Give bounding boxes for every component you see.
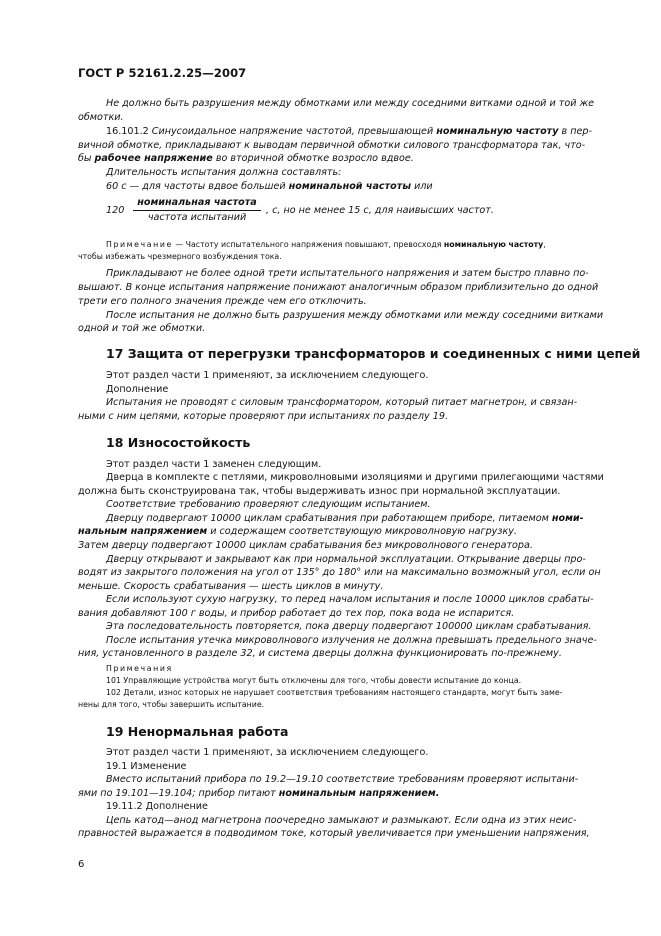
defined-term: нальным напряжением bbox=[78, 526, 208, 537]
formula-numerator: номинальная частота bbox=[137, 197, 257, 208]
defined-term: номинальным напряжением. bbox=[278, 788, 440, 799]
text-run: во вторичной обмотке возросло вдвое. bbox=[212, 153, 414, 164]
text-line: Этот раздел части 1 применяют, за исключением следующего. bbox=[106, 370, 429, 381]
text-line: После испытания не должно быть разрушения между обмотками или между соседними витками bbox=[106, 310, 604, 321]
text-run: в пер- bbox=[558, 126, 592, 137]
text-line: Длительность испытания должна составлять: bbox=[106, 167, 342, 178]
text-line: трети его полного значения прежде чем его отключить. bbox=[78, 296, 367, 307]
document-header: ГОСТ Р 52161.2.25—2007 bbox=[78, 66, 247, 80]
text-line: Этот раздел части 1 заменен следующим. bbox=[106, 459, 322, 470]
text-line: Прикладывают не более одной трети испытательного напряжения и затем быстро плавно по- bbox=[106, 268, 589, 279]
section-heading: 18 Износостойкость bbox=[106, 435, 251, 450]
text-line bbox=[78, 526, 517, 538]
formula-denominator: частота испытаний bbox=[147, 212, 247, 223]
formula-tail: , с, но не менее 15 с, для наивысших частот. bbox=[266, 205, 494, 216]
section-heading: 19 Ненормальная работа bbox=[106, 724, 289, 739]
text-run: Дверцу подвергают 10000 циклам срабатывания при работающем приборе, питаемом bbox=[106, 513, 552, 524]
note-line bbox=[106, 240, 546, 250]
text-run: 60 с — для частоты вдвое большей bbox=[106, 181, 289, 192]
text-line: вичной обмотке, прикладывают к выводам первичной обмотки силового трансформатора так, чтo- bbox=[78, 140, 586, 151]
text-run: Синусоидальное напряжение частотой, превышающей bbox=[151, 126, 437, 137]
text-line: Дополнение bbox=[106, 384, 169, 395]
text-line: меньше. Скорость срабатывания — шесть циклов в минуту. bbox=[78, 581, 384, 592]
text-run: и содержащем соответствующую микроволновую нагрузку. bbox=[207, 526, 517, 537]
text-line bbox=[106, 126, 592, 138]
formula-coefficient: 120 bbox=[106, 205, 125, 216]
defined-term: номинальную частоту bbox=[443, 240, 544, 249]
text-line: Эта последовательность повторяется, пока дверцу подвергают 100000 циклам срабатывания. bbox=[106, 621, 592, 632]
defined-term: номинальной частоты bbox=[288, 181, 412, 192]
text-run: или bbox=[411, 181, 433, 192]
text-line: ными с ним цепями, которые проверяют при испытаниях по разделу 19. bbox=[78, 411, 449, 422]
text-line: обмотки. bbox=[78, 112, 124, 123]
note-line: чтобы избежать чрезмерного возбуждения тока. bbox=[78, 252, 282, 261]
text-line: Если используют сухую нагрузку, то перед началом испытания и после 10000 циклов срабаты- bbox=[106, 594, 594, 605]
text-line: Не должно быть разрушения между обмотками или между соседними витками одной и той же bbox=[106, 98, 595, 109]
text-line: 19.1 Изменение bbox=[106, 761, 187, 772]
note-label: Примечание bbox=[106, 240, 173, 249]
text-run: — Частоту испытательного напряжения повышают, превосходя bbox=[172, 240, 444, 249]
text-line: После испытания утечка микроволнового излучения не должна превышать предельного значе- bbox=[106, 635, 597, 646]
defined-term: рабочее напряжение bbox=[94, 153, 213, 164]
text-line: вышают. В конце испытания напряжение понижают аналогичным образом приблизительно до одной bbox=[78, 282, 599, 293]
text-line bbox=[78, 788, 439, 800]
text-run: ями по 19.101—19.104; прибор питают bbox=[78, 788, 279, 799]
text-line: вания добавляют 100 г воды, и прибор работает до тех пор, пока вода не испарится. bbox=[78, 608, 515, 619]
fraction-bar bbox=[133, 210, 261, 211]
text-run: бы bbox=[78, 153, 95, 164]
text-line: Цепь катод—анод магнетрона поочередно замыкают и размыкают. Если одна из этих неис- bbox=[106, 815, 577, 826]
defined-term: номинальную частоту bbox=[436, 126, 559, 137]
text-line: одной и той же обмотки. bbox=[78, 323, 206, 334]
text-line: ния, установленного в разделе 32, и система дверцы должна функционировать по-прежнему. bbox=[78, 648, 562, 659]
page-number: 6 bbox=[78, 859, 85, 870]
text-line: Вместо испытаний прибора по 19.2—19.10 соответствие требованиям проверяют испытани- bbox=[106, 774, 579, 785]
text-line bbox=[106, 181, 433, 193]
text-line bbox=[106, 513, 584, 525]
text-line: Дверцу открывают и закрывают как при нормальной эксплуатации. Открывание дверцы про- bbox=[106, 554, 586, 565]
text-line bbox=[78, 153, 414, 165]
text-line: Этот раздел части 1 применяют, за исключением следующего. bbox=[106, 747, 429, 758]
text-line: правностей выражается в подводимом токе, который увеличивается при уменьшении напряжения, bbox=[78, 828, 590, 839]
text-line: 19.11.2 Дополнение bbox=[106, 801, 208, 812]
defined-term: номи- bbox=[551, 513, 584, 524]
notes-label: Примечания bbox=[106, 664, 173, 673]
text-line: должна быть сконструирована так, чтобы выдерживать износ при нормальной эксплуатации. bbox=[78, 486, 561, 497]
text-line: Дверца в комплекте с петлями, микроволновыми изоляциями и другими прилегающими частями bbox=[106, 472, 604, 483]
note-line: 101 Управляющие устройства могут быть отключены для того, чтобы довести испытание до конца. bbox=[106, 676, 522, 685]
text-line: Соответствие требованию проверяют следующим испытанием. bbox=[106, 499, 431, 510]
text-line: Затем дверцу подвергают 10000 циклам срабатывания без микроволнового генератора. bbox=[78, 540, 533, 551]
text-line: водят из закрытого положения на угол от 135° до 180° или на максимально возможный угол, если он bbox=[78, 567, 601, 578]
note-line: 102 Детали, износ которых не нарушает соответствия требованиям настоящего стандарта, могут быть заме- bbox=[106, 688, 563, 697]
text-run: , bbox=[543, 240, 546, 249]
clause-number: 16.101.2 bbox=[106, 126, 152, 137]
note-line: нены для того, чтобы завершить испытание. bbox=[78, 700, 265, 709]
text-line: Испытания не проводят с силовым трансформатором, который питает магнетрон, и связан- bbox=[106, 397, 578, 408]
section-heading: 17 Защита от перегрузки трансформаторов и соединенных с ними цепей bbox=[106, 346, 641, 361]
